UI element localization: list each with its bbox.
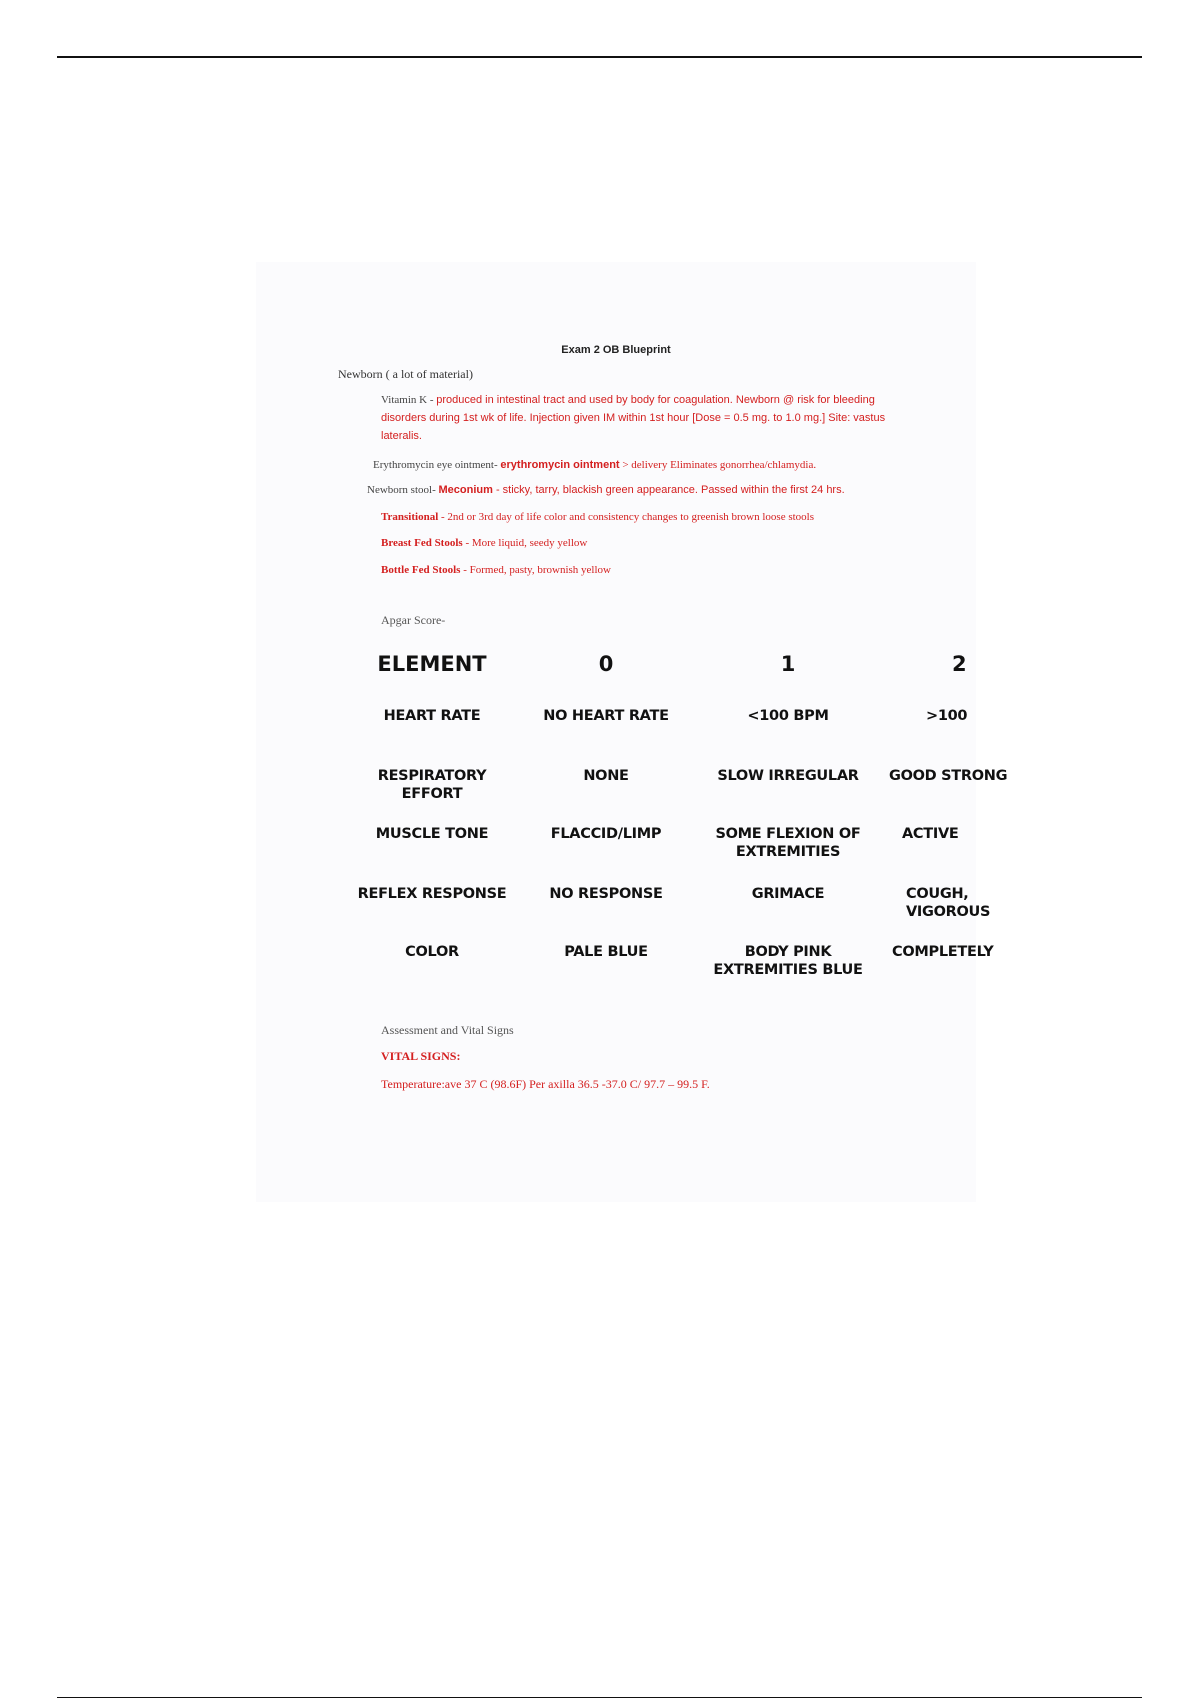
erythromycin-paragraph: [373, 456, 933, 474]
vitamin-k-text: produced in intestinal tract and used by body for coagulation. Newborn @ risk for bleeding disorders during 1st wk of life. Injection given IM within 1st hour [Dose = 0.5 mg. to 1.0 mg.] Site: vastus lateralis.: [381, 394, 886, 442]
section-heading: Newborn ( a lot of material): [338, 367, 473, 381]
apgar-cell: FLACCID/LIMP: [550, 826, 662, 842]
apgar-header-0: 0: [598, 652, 614, 676]
assessment-heading: Assessment and Vital Signs: [381, 1023, 514, 1037]
apgar-cell: ACTIVE: [902, 826, 959, 842]
bottom-rule: [57, 1697, 1142, 1698]
apgar-cell: SOME FLEXION OF EXTREMITIES: [715, 826, 861, 860]
apgar-cell: SLOW IRREGULAR: [717, 768, 859, 784]
apgar-cell: COLOR: [405, 944, 459, 960]
apgar-cell: >100: [926, 708, 968, 724]
apgar-cell: PALE BLUE: [564, 944, 648, 960]
apgar-cell: NONE: [583, 768, 629, 784]
document-title: Exam 2 OB Blueprint: [561, 344, 671, 356]
apgar-cell: HEART RATE: [383, 708, 481, 724]
apgar-cell: GOOD STRONG: [889, 768, 1008, 784]
apgar-cell: NO RESPONSE: [549, 886, 663, 902]
apgar-cell: GRIMACE: [751, 886, 825, 902]
document-page-image: [256, 262, 1008, 1202]
erythromycin-bold: erythromycin ointment: [500, 459, 620, 471]
apgar-cell: MUSCLE TONE: [375, 826, 489, 842]
bottle-fed-paragraph: [381, 561, 611, 579]
apgar-cell: <100 BPM: [747, 708, 829, 724]
erythromycin-text: > delivery Eliminates gonorrhea/chlamydia.: [619, 459, 817, 471]
apgar-cell: COMPLETELY: [892, 944, 994, 960]
transitional-text: - 2nd or 3rd day of life color and consistency changes to greenish brown loose stools: [438, 511, 815, 523]
apgar-header-2: 2: [952, 652, 967, 676]
vital-signs-heading: VITAL SIGNS:: [381, 1049, 461, 1063]
transitional-paragraph: [381, 508, 941, 526]
stool-label: Newborn stool-: [367, 484, 439, 496]
top-rule: [57, 56, 1142, 58]
apgar-header-element: ELEMENT: [377, 652, 487, 676]
vitamin-k-paragraph: [381, 391, 901, 445]
apgar-cell: BODY PINK EXTREMITIES BLUE: [713, 944, 863, 978]
apgar-cell: NO HEART RATE: [543, 708, 669, 724]
erythromycin-label: Erythromycin eye ointment-: [373, 459, 501, 471]
bottle-fed-text: - Formed, pasty, brownish yellow: [460, 564, 611, 576]
apgar-cell: REFLEX RESPONSE: [357, 886, 507, 902]
newborn-stool-paragraph: [367, 481, 967, 499]
transitional-bold: Transitional: [381, 511, 439, 523]
apgar-header-1: 1: [780, 652, 796, 676]
apgar-cell: RESPIRATORY EFFORT: [377, 768, 487, 802]
breast-fed-paragraph: [381, 534, 587, 552]
apgar-score-label: Apgar Score-: [381, 613, 446, 627]
temperature-line: Temperature:ave 37 C (98.6F) Per axilla 36.5 -37.0 C/ 97.7 – 99.5 F.: [381, 1077, 710, 1091]
apgar-table: [346, 652, 1008, 992]
bottle-fed-bold: Bottle Fed Stools: [381, 564, 461, 576]
breast-fed-bold: Breast Fed Stools: [381, 537, 463, 549]
meconium-text: - sticky, tarry, blackish green appearance. Passed within the first 24 hrs.: [492, 484, 845, 496]
apgar-cell: COUGH, VIGOROUS: [906, 886, 991, 920]
breast-fed-text: - More liquid, seedy yellow: [462, 537, 588, 549]
meconium-bold: Meconium: [438, 484, 493, 496]
vitamin-k-label: Vitamin K -: [381, 394, 437, 406]
